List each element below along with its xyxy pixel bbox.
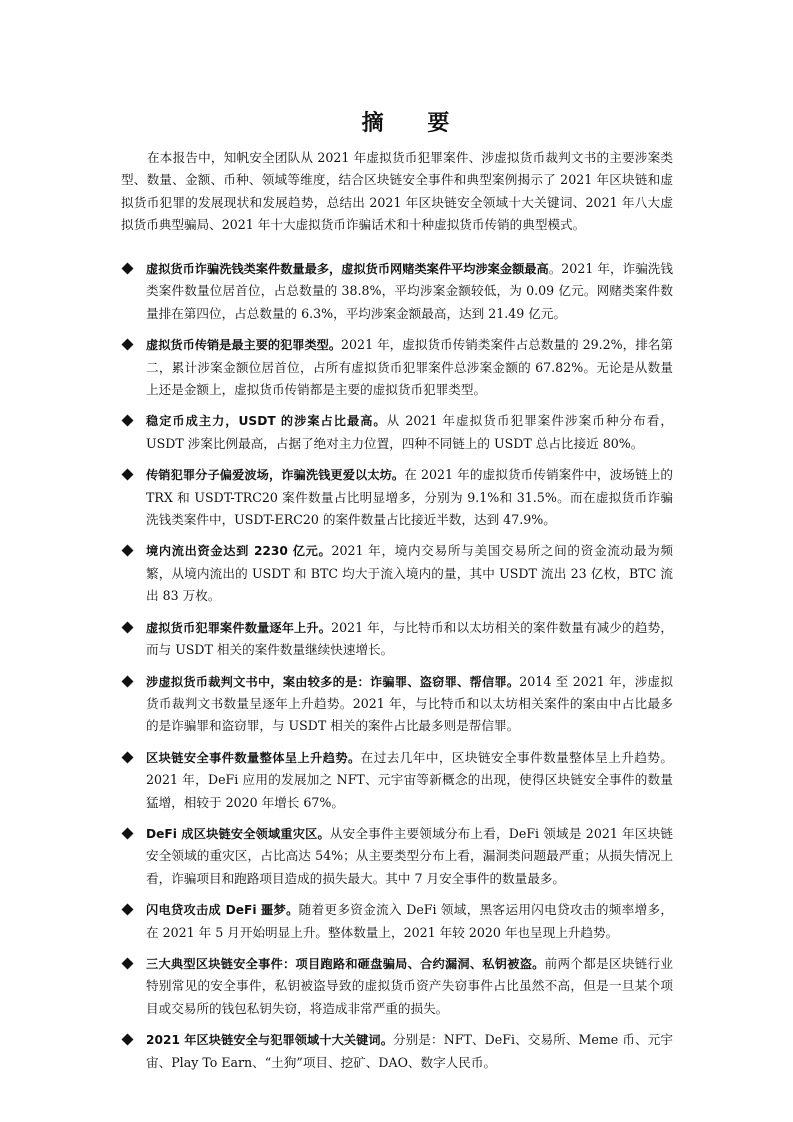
list-item xyxy=(121,410,673,455)
item-lead: 区块链安全事件数量整体呈上升趋势。 xyxy=(146,750,361,765)
list-item xyxy=(121,1029,673,1074)
list-item xyxy=(121,540,673,607)
list-item xyxy=(121,671,673,738)
item-lead: 闪电贷攻击成 DeFi 噩梦。 xyxy=(146,903,299,918)
black-diamond-icon xyxy=(121,262,134,275)
item-body: 2014 至 2021 年，涉虚拟货币裁判文书数量呈逐年上升趋势。2021 年，与比特币和以太坊相关案件的案由中占比最多的是诈骗罪和盗窃罪，与 USDT 相关的案件占比最多则是帮信罪。 xyxy=(146,673,673,734)
key-findings-list xyxy=(121,258,673,1083)
item-body: 前两个都是区块链行业特别常见的安全事件，私钥被盗导致的虚拟货币资产失窃事件占比虽然不高，但是一旦某个项目或交易所的钱包私钥失窃，将造成非常严重的损失。 xyxy=(146,955,674,1016)
item-lead: DeFi 成区块链安全领域重灾区。 xyxy=(146,826,330,841)
black-diamond-icon xyxy=(121,414,134,427)
black-diamond-icon xyxy=(121,338,134,351)
item-body: 从安全事件主要领域分布上看，DeFi 领域是 2021 年区块链安全领域的重灾区，占比高达 54%；从主要类型分布上看，漏洞类问题最严重；从损失情况上看，诈骗项目和跑路项目造成的损失最大。其中 7 月安全事件的数量最多。 xyxy=(146,825,673,886)
item-body: 随着更多资金流入 DeFi 领域，黑客运用闪电贷攻击的频率增多，在 2021 年 5 月开始明显上升。整体数量上，2021 年较 2020 年也呈现上升趋势。 xyxy=(146,902,674,940)
item-body: 在过去几年中，区块链安全事件数量整体呈上升趋势。2021 年，DeFi 应用的发展加之 NFT、元宇宙等新概念的出现，使得区块链安全事件的数量猛增，相较于 2020 年增长 67%。 xyxy=(146,749,674,810)
item-lead: 涉虚拟货币裁判文书中，案由较多的是：诈骗罪、盗窃罪、帮信罪。 xyxy=(146,674,520,689)
item-lead: 境内流出资金达到 2230 亿元。 xyxy=(146,544,332,559)
item-body: 2021 年，虚拟货币传销类案件占总数量的 29.2%，排名第二，累计涉案金额位居首位，占所有虚拟货币犯罪案件总涉案金额的 67.82%。无论是从数量上还是金额上，虚拟货币传销都是主要的虚拟货币犯罪类型。 xyxy=(146,337,673,398)
list-item xyxy=(121,747,673,814)
intro-paragraph: 在本报告中，知帆安全团队从 2021 年虚拟货币犯罪案件、涉虚拟货币裁判文书的主要涉案类型、数量、金额、币种、领域等维度，结合区块链安全事件和典型案例揭示了 2021 年区块链和虚拟货币犯罪的发展现状和发展趋势，总结出 2021 年区块链安全领域十大关键词、2021 年八大虚拟货币典型骗局、2021 年十大虚拟货币诈骗话术和十种虚拟货币传销的典型模式。 xyxy=(121,150,673,233)
black-diamond-icon xyxy=(121,827,134,840)
list-item xyxy=(121,464,673,531)
list-item xyxy=(121,334,673,401)
item-body: 分别是：NFT、DeFi、交易所、Meme 币、元宇宙、Play To Earn、“土狗”项目、挖矿、DAO、数字人民币。 xyxy=(146,1032,673,1070)
item-lead: 虚拟货币诈骗洗钱类案件数量最多，虚拟货币网赌类案件平均涉案金额最高 xyxy=(146,262,549,276)
black-diamond-icon xyxy=(121,751,134,764)
list-item xyxy=(121,899,673,944)
item-body: 在 2021 年的虚拟货币传销案件中，波场链上的 TRX 和 USDT-TRC20 案件数量占比明显增多，分别为 9.1%和 31.5%。而在虚拟货币诈骗洗钱类案件中，USDT-ERC20 的案件数量占比接近半数，达到 47.9%。 xyxy=(146,467,673,528)
list-item xyxy=(121,823,673,890)
item-lead: 传销犯罪分子偏爱波场，诈骗洗钱更爱以太坊。 xyxy=(146,468,405,483)
black-diamond-icon xyxy=(121,957,134,970)
black-diamond-icon xyxy=(121,544,134,557)
item-body: 。2021 年，诈骗洗钱类案件数量位居首位，占总数量的 38.8%，平均涉案金额较低，为 0.09 亿元。网赌类案件数量排在第四位，占总数量的 6.3%，平均涉案金额最高，达到 21.49 亿元。 xyxy=(146,261,674,321)
list-item xyxy=(121,617,673,662)
black-diamond-icon xyxy=(121,903,134,916)
item-body: 2021 年，境内交易所与美国交易所之间的资金流动最为频繁，从境内流出的 USDT 和 BTC 均大于流入境内的量，其中 USDT 流出 23 亿枚，BTC 流出 83 万枚。 xyxy=(146,543,673,604)
black-diamond-icon xyxy=(121,468,134,481)
item-lead: 虚拟货币犯罪案件数量逐年上升。 xyxy=(146,620,332,635)
item-body: 2021 年，与比特币和以太坊相关的案件数量有减少的趋势，而与 USDT 相关的案件数量继续快速增长。 xyxy=(146,619,673,658)
item-lead: 2021 年区块链安全与犯罪领域十大关键词。 xyxy=(146,1033,393,1048)
black-diamond-icon xyxy=(121,675,134,688)
item-lead: 稳定币成主力，USDT 的涉案占比最高。 xyxy=(146,414,387,429)
item-lead: 三大典型区块链安全事件：项目跑路和砸盘骗局、合约漏洞、私钥被盗。 xyxy=(146,956,545,971)
item-lead: 虚拟货币传销是最主要的犯罪类型。 xyxy=(146,338,342,353)
black-diamond-icon xyxy=(121,621,134,634)
list-item xyxy=(121,953,673,1020)
black-diamond-icon xyxy=(121,1033,134,1046)
item-body: 从 2021 年虚拟货币犯罪案件涉案币种分布看，USDT 涉案比例最高，占据了绝对主力位置，四种不同链上的 USDT 总占比接近 80%。 xyxy=(146,413,673,451)
page-title: 摘 要 xyxy=(361,111,468,136)
list-item xyxy=(121,258,673,325)
